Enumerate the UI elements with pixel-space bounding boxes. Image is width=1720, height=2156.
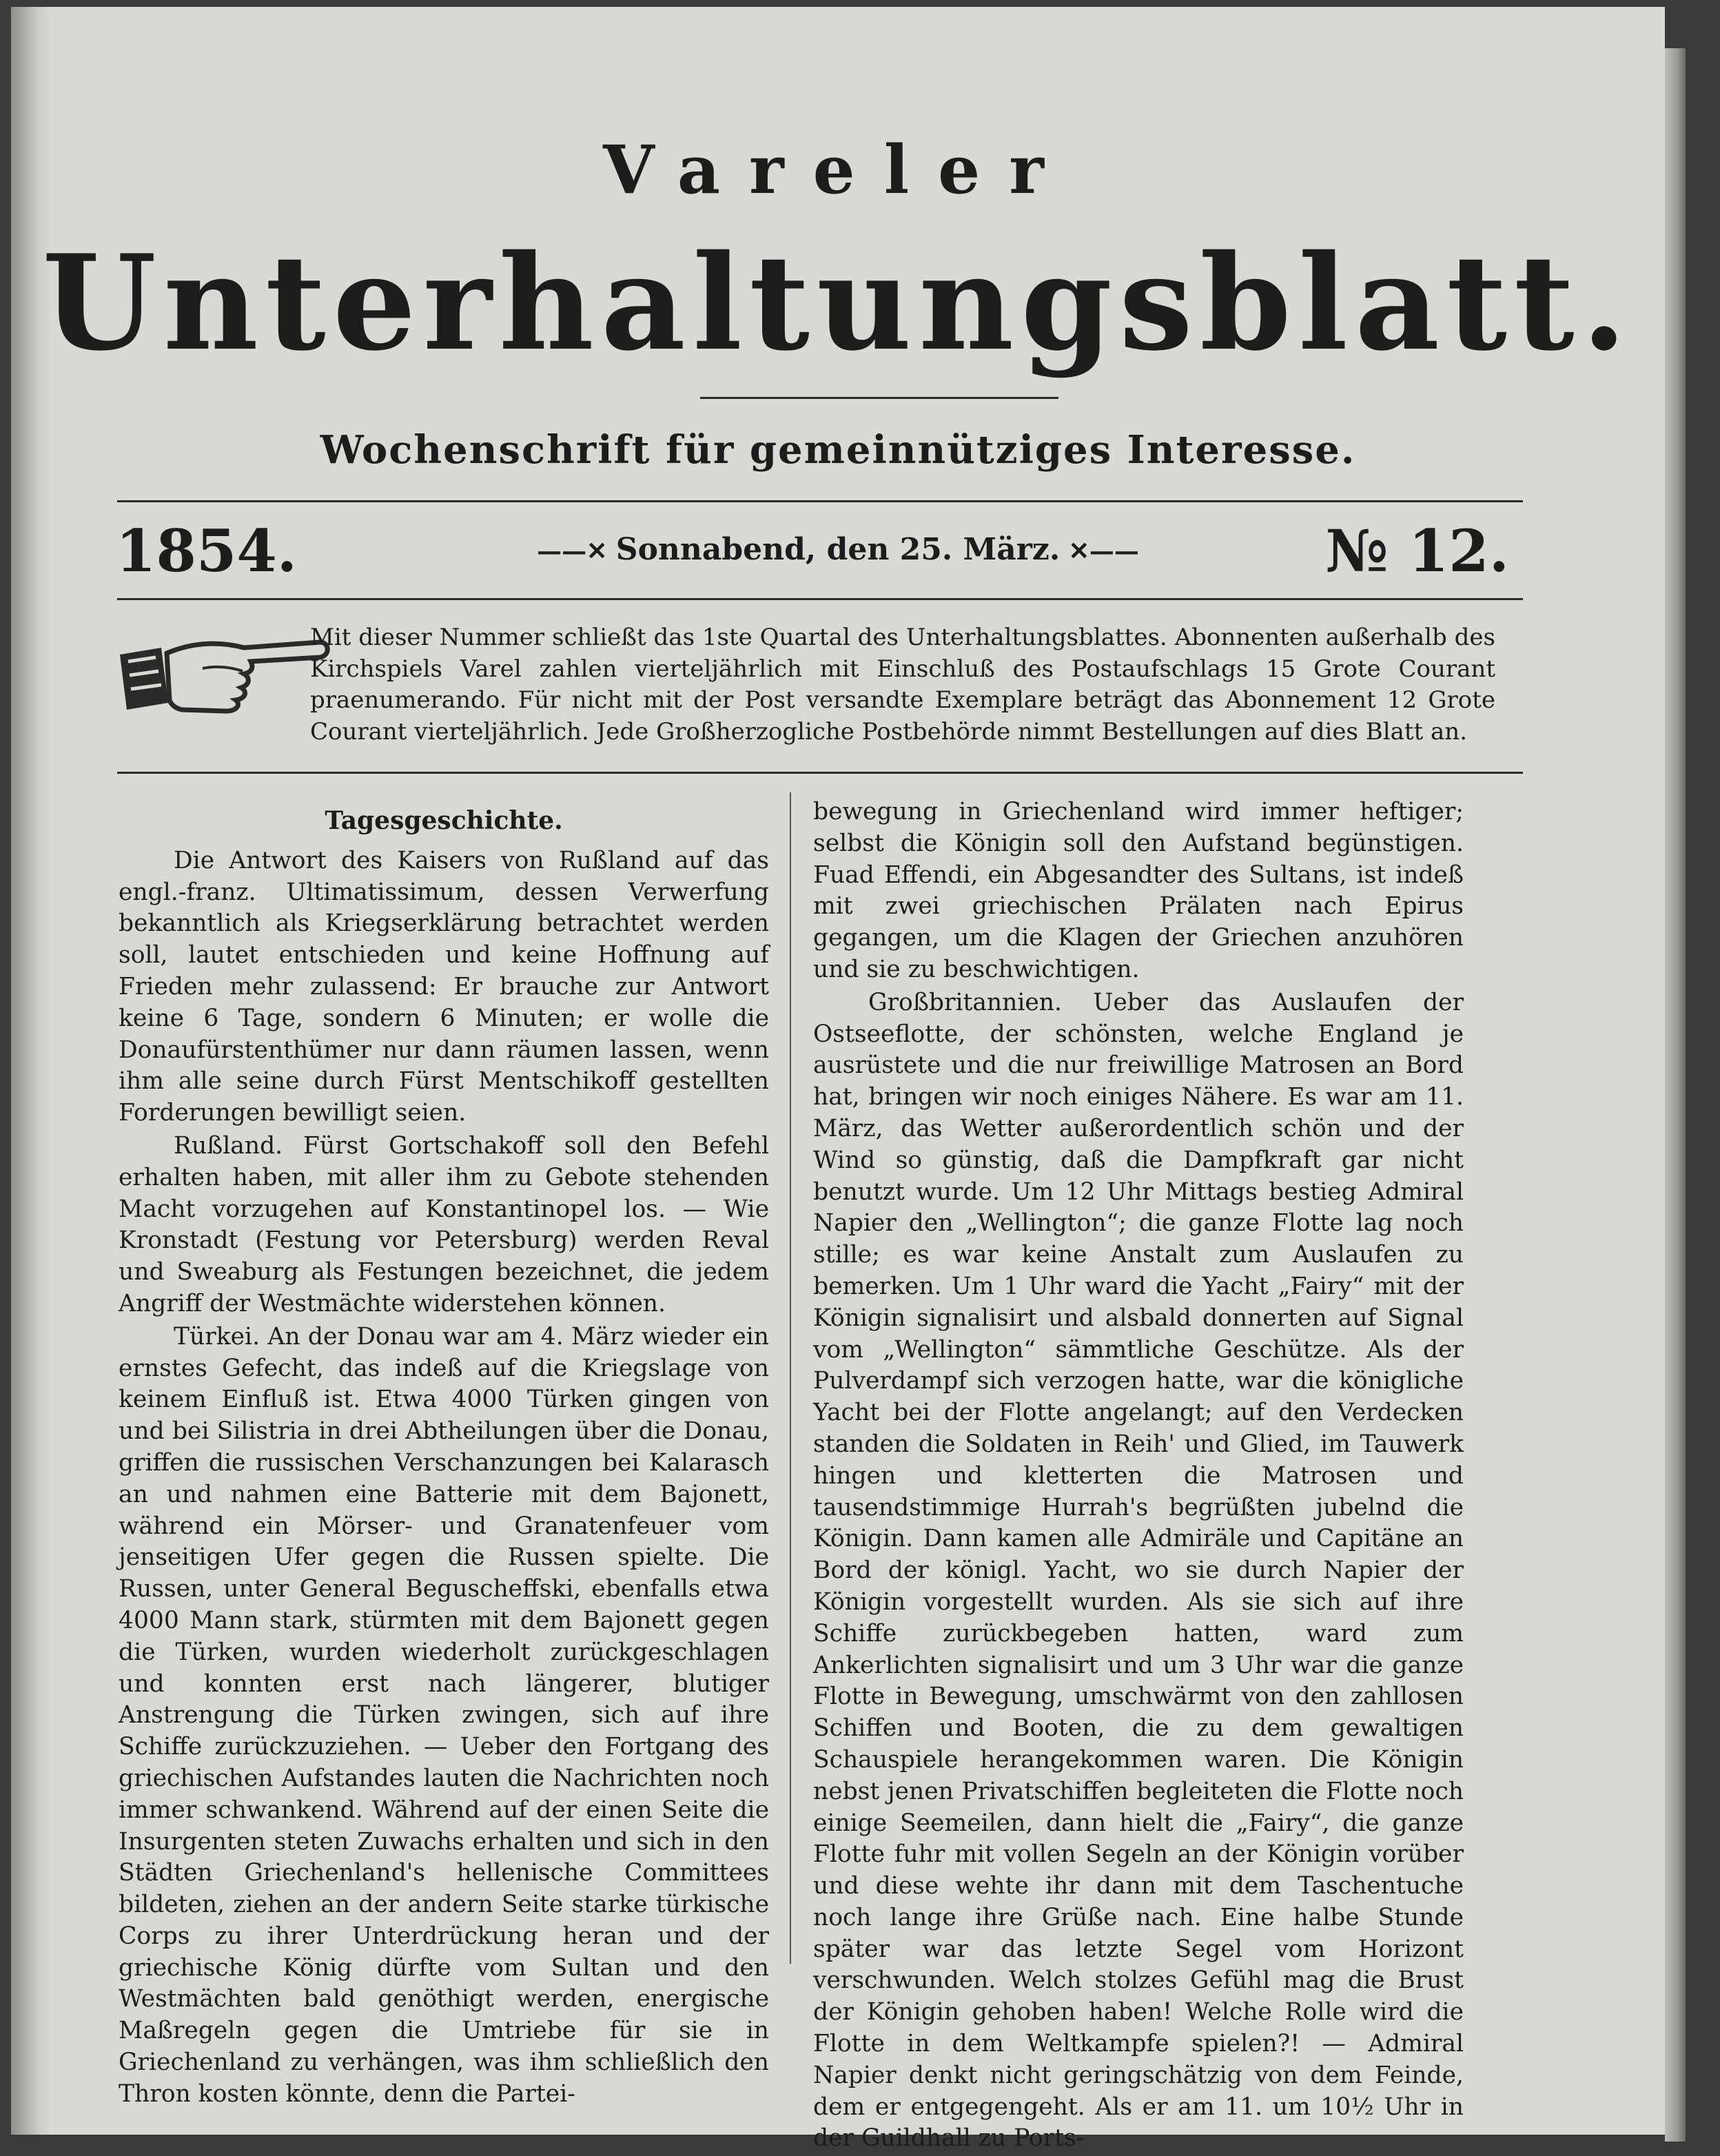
newspaper-page <box>11 7 1665 2153</box>
right-column <box>813 797 1464 2156</box>
column-divider <box>790 792 791 1964</box>
masthead-issue-number: № 12. <box>1325 517 1509 585</box>
ornament-left-icon: ——✕ <box>537 537 616 566</box>
subscription-notice: Mit dieser Nummer schließt das 1ste Quartal des Unterhaltungsblattes. Abonnenten außerhalb des Kirchspiels Varel zahlen vierteljährlich mit Einschluß des Postaufschlags 15 Grote Courant praenumerando. Für nicht mit der Post versandte Exemplare beträgt das Abonnement 12 Grote Courant vierteljährlich. Jede Großherzogliche Postbehörde nimmt Bestellungen auf dies Blatt an. <box>310 624 1495 746</box>
masthead-subtitle: Wochenschrift für gemeinnütziges Interesse. <box>320 427 1356 473</box>
masthead-title-line1: Vareler <box>603 131 1073 209</box>
pointing-hand-icon <box>113 627 334 730</box>
article-paragraph: Die Antwort des Kaisers von Rußland auf das engl.-franz. Ultimatissimum, dessen Verwerfung bekanntlich als Kriegserklärung betrachtet werden soll, lautet entschieden und keine Hoffnung auf Frieden mehr zulassend: Er brauche zur Antwort keine 6 Tage, sondern 6 Minuten; er wolle die Donaufürstenthümer nur dann räumen lassen, wenn ihm alle seine durch Fürst Mentschikoff gestellten Forderungen bewilligt seien. <box>119 846 769 1127</box>
left-column <box>119 796 769 2112</box>
masthead-rule-bottom <box>117 598 1523 600</box>
ornament-right-icon: ✕—— <box>1060 537 1139 566</box>
masthead-date-text: Sonnabend, den 25. März. <box>615 532 1061 567</box>
article-paragraph: Rußland. Fürst Gortschakoff soll den Befehl erhalten haben, mit aller ihm zu Gebote stehenden Macht vorzugehen auf Konstantinopel los. — Wie Kronstadt (Festung vor Petersburg) werden Reval und Sweaburg als Festungen bezeichnet, die jedem Angriff der Westmächte widerstehen können. <box>119 1131 769 1317</box>
article-paragraph: bewegung in Griechenland wird immer heftiger; selbst die Königin soll den Aufstand begünstigen. Fuad Effendi, ein Abgesandter des Sultans, ist indeß mit zwei griechischen Prälaten nach Epirus gegangen, um die Klagen der Griechen anzuhören und sie zu beschwichtigen. <box>813 798 1464 983</box>
masthead-year: 1854. <box>116 517 298 585</box>
masthead-title-line2: Unterhaltungsblatt. <box>42 226 1634 380</box>
page-edge <box>1665 48 1686 2142</box>
section-heading: Tagesgeschichte. <box>325 806 563 835</box>
masthead-rule-top <box>117 500 1523 502</box>
article-paragraph: Großbritannien. Ueber das Auslaufen der Ostseeflotte, der schönsten, welche England je ausrüstete und die nur freiwillige Matrosen an Bord hat, bringen wir noch einiges Nähere. Es war am 11. März, das Wetter außerordentlich schön und der Wind so günstig, daß die Dampfkraft gar nicht benutzt wurde. Um 12 Uhr Mittags bestieg Admiral Napier den „Wellington“; die ganze Flotte lag noch stille; es war keine Anstalt zum Auslaufen zu bemerken. Um 1 Uhr ward die Yacht „Fairy“ mit der Königin signalisirt und alsbald donnerten auf Signal vom „Wellington“ sämmtliche Geschütze. Als der Pulverdampf sich verzogen hatte, war die königliche Yacht bei der Flotte angelangt; auf den Verdecken standen die Soldaten in Reih' und Glied, im Tauwerk hingen und kletterten die Matrosen und tausendstimmige Hurrah's begrüßten jubelnd die Königin. Dann kamen alle Admiräle und Capitäne an Bord der königl. Yacht, wo sie durch Napier der Königin vorgestellt wurden. Als sie sich auf ihre Schiffe zurückbegeben hatten, ward zum Ankerlichten signalisirt und um 3 Uhr war die ganze Flotte in Bewegung, umschwärmt von den zahllosen Schiffen und Booten, die zu dem gewaltigen Schauspiele herangekommen waren. Die Königin nebst jenen Privatschiffen begleiteten die Flotte noch einige Seemeilen, dann hielt die „Fairy“, die ganze Flotte fuhr mit vollen Segeln an der Königin vorüber und diese wehte ihr dann mit dem Taschentuche noch lange ihre Grüße nach. Eine halbe Stunde später war das letzte Segel vom Horizont verschwunden. Welch stolzes Gefühl mag die Brust der Königin gehoben haben! Welche Rolle wird die Flotte in dem Weltkampfe spielen?! — Admiral Napier denkt nicht geringschätzig von dem Feinde, dem er entgegengeht. Als er am 11. um 10½ Uhr in der Guildhall zu Ports- <box>813 988 1464 2153</box>
article-paragraph: Türkei. An der Donau war am 4. März wieder ein ernstes Gefecht, das indeß auf die Kriegslage von keinem Einfluß ist. Etwa 4000 Türken gingen von und bei Silistria in drei Abtheilungen über die Donau, griffen die russischen Verschanzungen bei Kalarasch an und nahmen eine Batterie mit dem Bajonett, während ein Mörser- und Granatenfeuer vom jenseitigen Ufer gegen die Russen spielte. Die Russen, unter General Beguscheffski, ebenfalls etwa 4000 Mann stark, stürmten mit dem Bajonett gegen die Türken, wurden wiederholt zurückgeschlagen und konnten erst nach längerer, blutiger Anstrengung die Türken zwingen, sich auf ihre Schiffe zurückzuziehen. — Ueber den Fortgang des griechischen Aufstandes lauten die Nachrichten noch immer schwankend. Während auf der einen Seite die Insurgenten steten Zuwachs erhalten und sich in den Städten Griechenland's hellenische Committees bildeten, ziehen an der andern Seite starke türkische Corps zu ihrer Unterdrückung heran und der griechische König dürfte vom Sultan und den Westmächten bald genöthigt werden, energische Maßregeln gegen die Umtriebe für sie in Griechenland zu verhängen, was ihm schließlich den Thron kosten könnte, denn die Partei- <box>119 1322 769 2108</box>
notice-rule <box>117 772 1523 774</box>
masthead-short-rule <box>700 397 1058 399</box>
